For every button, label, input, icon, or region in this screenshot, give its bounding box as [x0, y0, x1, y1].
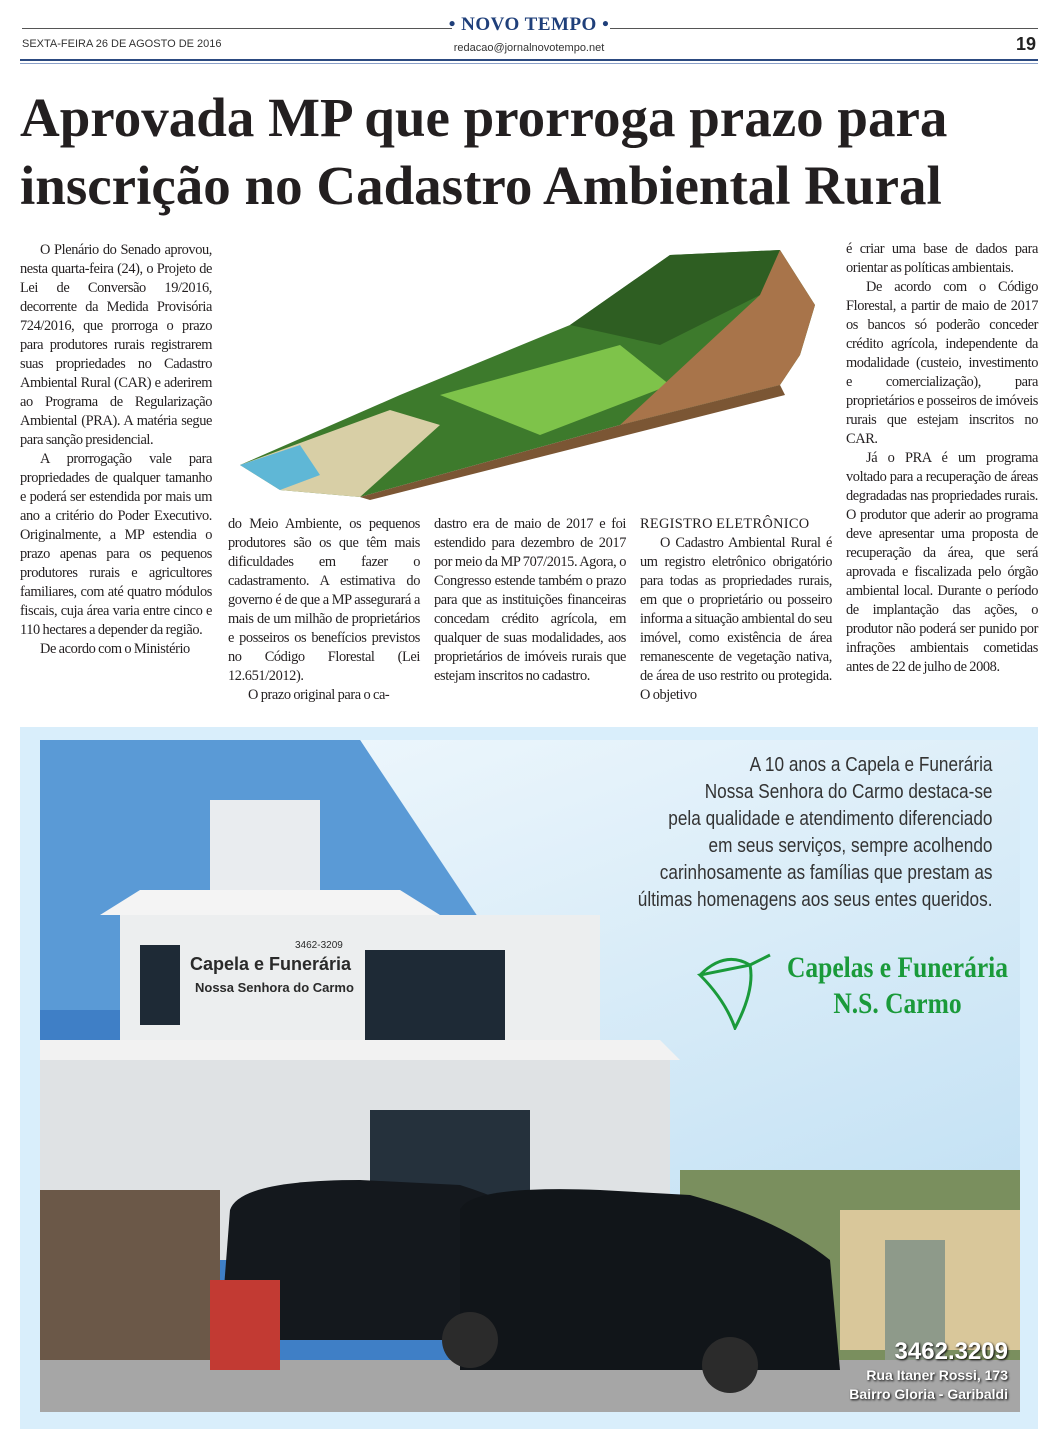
- headline: Aprovada MP que prorroga prazo para inscrição no Cadastro Ambiental Rural: [20, 87, 948, 216]
- page-number: 19: [1015, 34, 1036, 54]
- paragraph: Já o PRA é um programa voltado para a recuperação de áreas degradadas nas propriedades rurais. O produtor que aderir ao programa deve apresentar uma proposta de recuperação da área, que será aprovada e fiscalizada pelo órgão ambiental local. Durante o período de implantação das ações, o produtor não poderá ser punido por infrações ambientais cometidas antes de 22 de julho de 2008.: [846, 450, 1038, 675]
- landscape-illustration: [240, 235, 840, 500]
- phone-number[interactable]: 3462.3209: [894, 1338, 1008, 1365]
- paragraph: De acordo com o Ministério: [40, 641, 190, 657]
- ad-text-line: carinhosamente as famílias que prestam as: [659, 862, 992, 884]
- paragraph: do Meio Ambiente, os pequenos produtores são os que têm mais dificuldades em fazer o cadastramento. A estimativa do governo é de que a MP assegurará a mais de um milhão de proprietários e posseiros os benefícios previstos no Código Florestal (Lei 12.651/2012).: [228, 516, 420, 684]
- ad-text-line: A 10 anos a Capela e Funerária: [749, 754, 992, 776]
- paragraph: A prorrogação vale para propriedades de qualquer tamanho e poderá ser estendida por mais um ano a critério do Poder Executivo. Originalmente, a MP estendia o prazo apenas para os pequenos produtores rurais e agricultores familiares, com até quatro módulos fiscais, cuja área varia entre cinco e 110 hectares a depender da região.: [20, 451, 212, 638]
- address-line: Rua Itaner Rossi, 173: [866, 1367, 1008, 1383]
- ad-text-line: Nossa Senhora do Carmo destaca-se: [704, 781, 992, 803]
- brand-name: [787, 950, 1008, 1022]
- article-column-2: [228, 515, 420, 705]
- paragraph: é criar uma base de dados para orientar as políticas ambientais.: [846, 241, 1038, 276]
- paragraph: De acordo com o Código Florestal, a partir de maio de 2017 os bancos só poderão conceder crédito agrícola, independente da modalidade (custeio, investimento e comercialização), para proprietários e posseiros de imóveis rurais que estejam inscritos no CAR.: [846, 279, 1038, 447]
- brand-line: N.S. Carmo: [833, 987, 962, 1020]
- ad-contact: [849, 1338, 1008, 1404]
- article-column-3: [434, 515, 626, 686]
- article-column-1: [20, 241, 212, 659]
- masthead: • NOVO TEMPO •: [448, 14, 610, 35]
- brand-line: Capelas e Funerária: [787, 951, 1008, 984]
- contact-email[interactable]: redacao@jornalnovotempo.net: [453, 42, 605, 54]
- building-sign-text: 3462-3209: [295, 940, 343, 951]
- paragraph: dastro era de maio de 2017 e foi estendido para dezembro de 2017 por meio da MP 707/2015. Agora, o Congresso estende também o prazo para que as instituições financeiras concedam crédito agrícola, em qualquer de suas modalidades, aos proprietários de imóveis rurais que estejam inscritos no cadastro.: [434, 516, 626, 684]
- article-column-5: [846, 240, 1038, 677]
- ad-text-line: últimas homenagens aos seus entes queridos.: [637, 889, 992, 911]
- ad-slogan: [637, 752, 992, 914]
- paragraph: O Cadastro Ambiental Rural é um registro eletrônico obrigatório para todas as propriedades rurais, em que o proprietário ou posseiro informa a situação ambiental do seu imóvel, como existência de área remanescente de vegetação nativa, de área de uso restrito ou protegida. O objetivo: [640, 535, 832, 703]
- header-rule: [20, 59, 1038, 61]
- address-line: Bairro Gloria - Garibaldi: [849, 1386, 1008, 1402]
- issue-date: SEXTA-FEIRA 26 DE AGOSTO DE 2016: [22, 38, 222, 50]
- ad-photo: [40, 740, 1020, 1412]
- paragraph: O Plenário do Senado aprovou, nesta quarta-feira (24), o Projeto de Lei de Conversão 19/2016, decorrente da Medida Provisória 724/2016, que prorroga o prazo para produtores rurais registrarem suas propriedades no Cadastro Ambiental Rural (CAR) e aderirem ao Programa de Regularização Ambiental (PRA). A matéria segue para sanção presidencial.: [20, 242, 212, 448]
- building-sign-text: Capela e Funerária: [190, 954, 352, 974]
- dove-logo-icon: [695, 940, 775, 1030]
- subheading: REGISTRO ELETRÔNICO: [640, 516, 810, 532]
- paragraph: O prazo original para o ca-: [248, 687, 390, 703]
- article-column-4: [640, 515, 832, 705]
- ad-text-line: em seus serviços, sempre acolhendo: [708, 835, 992, 857]
- building-sign-text: Nossa Senhora do Carmo: [195, 980, 354, 995]
- ad-text-line: pela qualidade e atendimento diferenciado: [667, 808, 992, 830]
- header-rule: [20, 63, 1038, 64]
